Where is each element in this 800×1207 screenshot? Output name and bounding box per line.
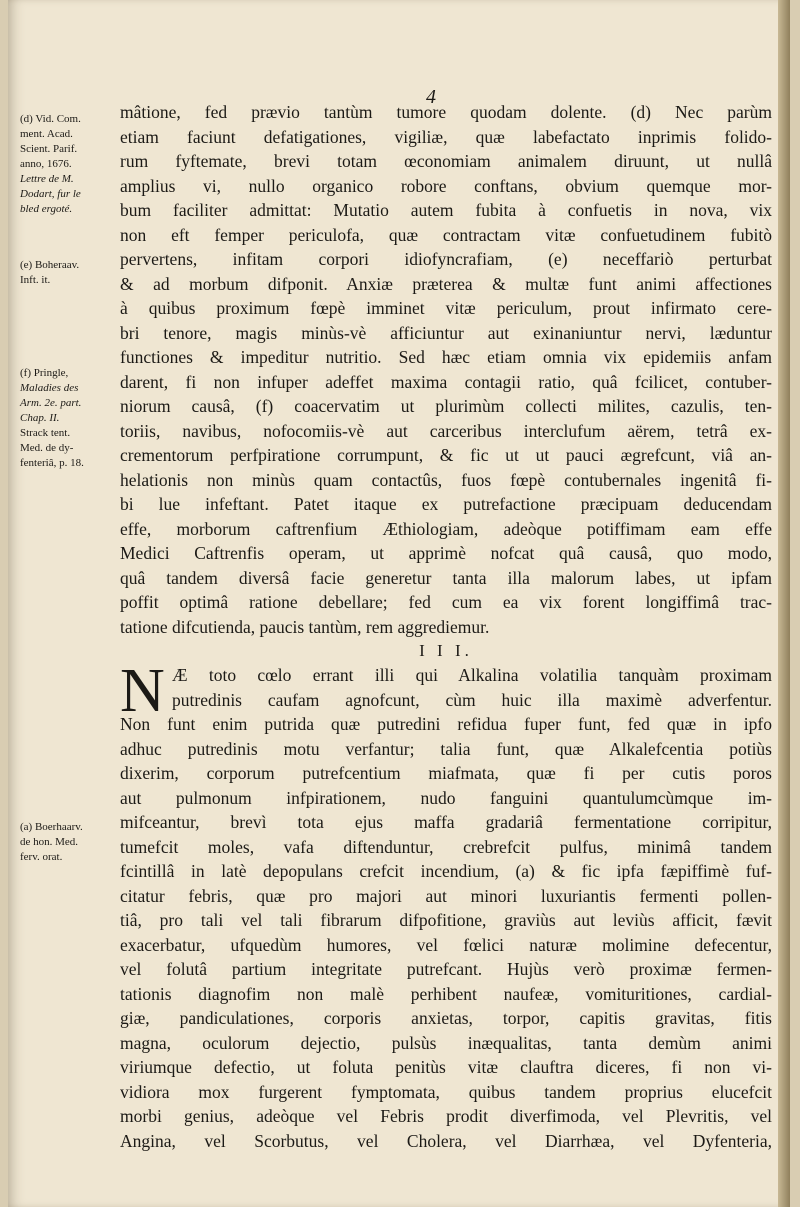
text-line: Æ toto cœlo errant illi qui Alkalina volatilia tanquàm proximam bbox=[172, 665, 772, 685]
note-line: ferv. orat. bbox=[20, 851, 63, 863]
text-line: vidiora mox furgerent fymptomata, quibus tandem proprius elucefcit bbox=[120, 1081, 772, 1102]
text-line: tationis diagnofim non malè perhibent naufeæ, vomituritiones, cardial- bbox=[120, 983, 772, 1004]
text-line: poffit optimâ ratione debellare; fed cum ea vix forent longiffimâ trac- bbox=[120, 592, 772, 612]
paragraph-1 bbox=[120, 100, 772, 639]
note-line: (e) Boheraav. bbox=[20, 259, 80, 271]
text-line: amplius vi, nullo organico robore conftans, obvium quemque mor- bbox=[120, 175, 772, 196]
text-line: effe, morborum caftrenfium Æthiologiam, adeòque potiffimam eam effe bbox=[120, 518, 772, 539]
margin-note-f bbox=[20, 366, 116, 471]
text-line: Medici Caftrenfis operam, ut apprimè nofcat quâ causâ, quo modo, bbox=[120, 543, 772, 563]
text-line: mâtione, fed prævio tantùm tumore quodam dolente. (d) Nec parùm bbox=[120, 102, 772, 122]
text-line: bi lue infeftant. Patet itaque ex putrefactione præcipuam deducendam bbox=[120, 494, 772, 514]
text-line: Angina, vel Scorbutus, vel Cholera, vel Diarrhæa, vel Dyfenteria, bbox=[120, 1130, 772, 1151]
text-line: etiam faciunt defatigationes, vigiliæ, quæ labefactato inprimis folido- bbox=[120, 126, 772, 147]
note-line: anno, 1676. bbox=[20, 158, 72, 170]
text-line: adhuc putredinis motu verfantur; talia funt, quæ Alkalefcentia potiùs bbox=[120, 738, 772, 759]
note-line: (f) Pringle, bbox=[20, 367, 69, 379]
margin-note-a bbox=[20, 820, 116, 865]
note-line: Maladies des bbox=[20, 382, 79, 394]
text-line: crementorum perfpiratione corrumpunt, & fic ut ut pauci ægrefcunt, viâ an- bbox=[120, 445, 772, 465]
text-line: Non funt enim putrida quæ putredini refidua fuper funt, fed quæ in ipfo bbox=[120, 714, 772, 734]
text-line: toriis, navibus, nofocomiis-vè aut carceribus interclufum aërem, tetrâ ex- bbox=[120, 420, 772, 441]
note-line: Lettre de M. bbox=[20, 173, 74, 185]
text-line: pervertens, infitam corpori idiofyncrafiam, (e) neceffariò perturbat bbox=[120, 249, 772, 269]
text-line: viriumque defectio, ut foluta penitùs vitæ clauftra diceres, fi non vi- bbox=[120, 1057, 772, 1077]
text-line: exacerbatur, ufquedùm humores, vel fœlici naturæ molimine defecentur, bbox=[120, 934, 772, 955]
text-line: niorum causâ, (f) coacervatim ut plurimùm collecti milites, cazulis, ten- bbox=[120, 396, 772, 416]
text-line: aut pulmonum infpirationem, nudo fanguini quantulumcùmque im- bbox=[120, 787, 772, 808]
page-spine-edge bbox=[778, 0, 790, 1207]
margin-note-e bbox=[20, 258, 116, 288]
text-line: darent, fi non infuper adeffet maxima contagii ratio, quâ fcilicet, contuber- bbox=[120, 371, 772, 392]
note-line: Chap. II. bbox=[20, 412, 60, 424]
note-line: Inft. it. bbox=[20, 274, 51, 286]
drop-cap: N bbox=[120, 657, 165, 725]
margin-note-d bbox=[20, 112, 116, 217]
text-line: tiâ, pro tali vel tali fibrarum difpofitione, graviùs aut leviùs afficit, fævit bbox=[120, 910, 772, 930]
note-line: ment. Acad. bbox=[20, 128, 73, 140]
text-line: morbi genius, adeòque vel Febris prodit diverfimoda, vel Plevritis, vel bbox=[120, 1106, 772, 1126]
text-line: tatione difcutienda, paucis tantùm, rem aggrediemur. bbox=[120, 616, 490, 637]
text-line: vel folutâ partium integritate putrefcant. Hujùs verò proximæ fermen- bbox=[120, 959, 772, 979]
paragraph-2 bbox=[120, 657, 772, 1153]
text-line: magna, oculorum dejectio, pulsùs inæqualitas, tanta demùm animi bbox=[120, 1032, 772, 1053]
note-line: bled ergoté. bbox=[20, 203, 73, 215]
text-line: giæ, pandiculationes, corporis anxietas, torpor, capitis gravitas, fitis bbox=[120, 1008, 772, 1028]
text-line: & ad morbum difponit. Anxiæ præterea & multæ funt animi affectiones bbox=[120, 273, 772, 294]
note-line: Dodart, fur le bbox=[20, 188, 81, 200]
text-line: mifceantur, brevì tota ejus maffa gradariâ fermentatione corripitur, bbox=[120, 812, 772, 832]
text-line: functiones & impeditur nutritio. Sed hæc etiam omnia vix epidemiis anfam bbox=[120, 347, 772, 367]
note-line: Scient. Parif. bbox=[20, 143, 78, 155]
text-line: dixerim, corporum putrefcentium miafmata, quæ fi per cutis poros bbox=[120, 763, 772, 783]
text-line: citatur febris, quæ pro majori aut minori luxuriantis fermenti pollen- bbox=[120, 885, 772, 906]
note-line: (d) Vid. Com. bbox=[20, 113, 81, 125]
note-line: Arm. 2e. part. bbox=[20, 397, 82, 409]
text-line: bri tenore, magis minùs-vè afficiuntur aut exinaniuntur nervi, læduntur bbox=[120, 322, 772, 343]
page-number: 4 bbox=[426, 86, 436, 108]
text-line: helationis non minùs quam contactûs, fuos fœpè contubernales ingenitâ fi- bbox=[120, 469, 772, 490]
note-line: fenteriâ, p. 18. bbox=[20, 457, 84, 469]
text-line: quâ tandem diversâ facie generetur tanta illa malorum labes, ut ipfam bbox=[120, 567, 772, 588]
text-line: putredinis caufam agnofcunt, cùm huic illa maximè adverfentur. bbox=[172, 689, 772, 710]
text-line: à quibus proximum fœpè imminet vitæ periculum, prout infirmato cere- bbox=[120, 298, 772, 318]
text-line: tumefcit moles, vafa diftenduntur, crebrefcit pulfus, minimâ tandem bbox=[120, 836, 772, 857]
book-page bbox=[8, 0, 790, 1207]
section-heading: I I I. bbox=[419, 641, 473, 660]
note-line: (a) Boerhaarv. bbox=[20, 821, 83, 833]
note-line: Strack tent. bbox=[20, 427, 71, 439]
text-line: fcintillâ in latè depopulans crefcit incendium, (a) & fic ipfa fæpiffimè fuf- bbox=[120, 861, 772, 881]
note-line: de hon. Med. bbox=[20, 836, 79, 848]
main-text bbox=[120, 100, 772, 1153]
text-line: non eft femper periculofa, quæ contractam vitæ confuetudinem fubitò bbox=[120, 224, 772, 245]
text-line: rum fyftemate, brevi totam œconomiam animalem diruunt, ut nullâ bbox=[120, 151, 772, 171]
note-line: Med. de dy- bbox=[20, 442, 74, 454]
text-line: bum faciliter admittat: Mutatio autem fubita à confuetis in nova, vix bbox=[120, 200, 772, 220]
